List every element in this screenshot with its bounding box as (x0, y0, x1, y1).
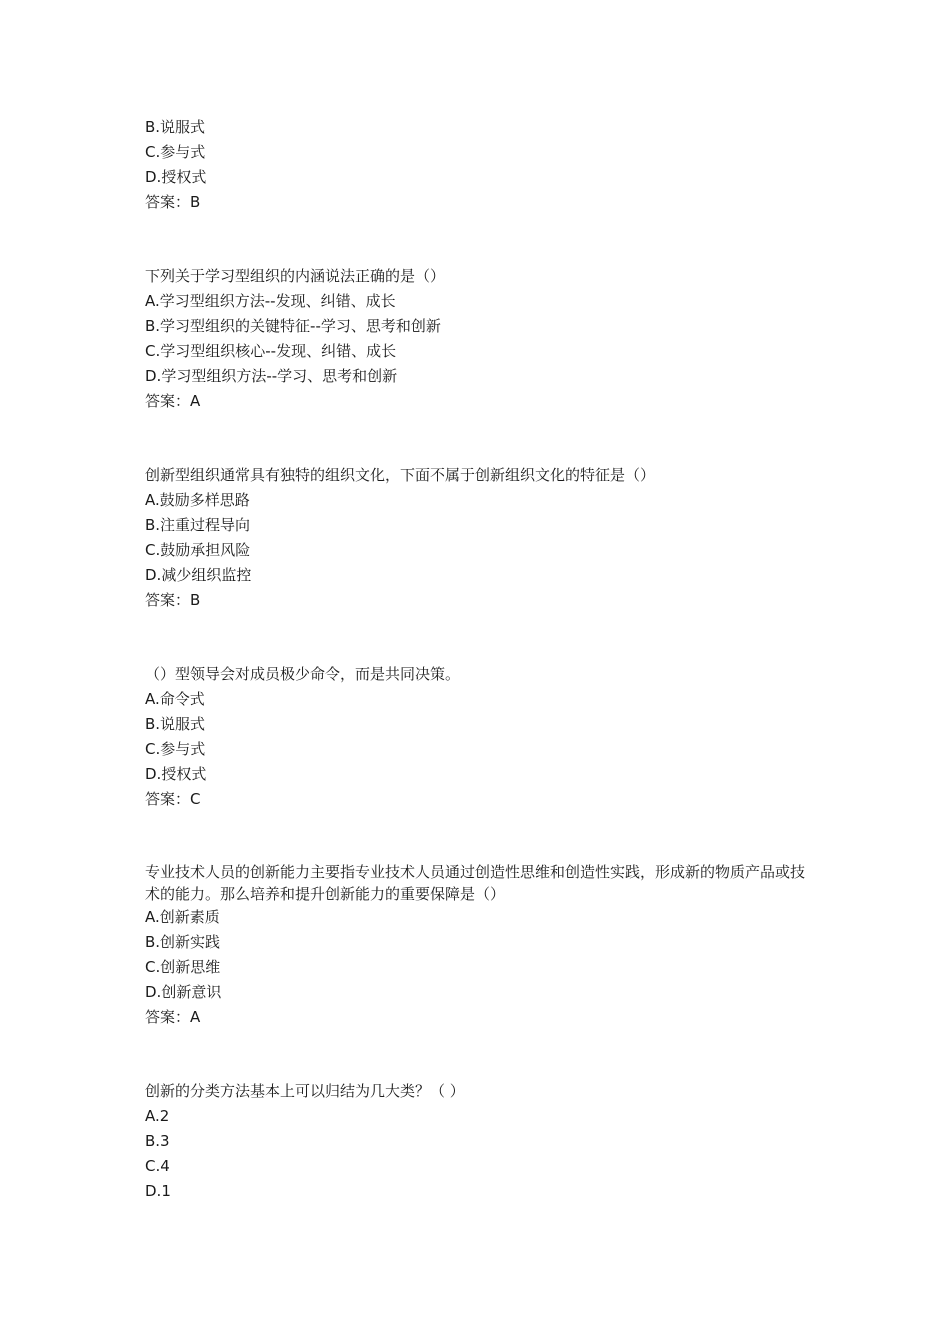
option-a: A.鼓励多样思路 (145, 491, 250, 509)
question-stem: （）型领导会对成员极少命令，而是共同决策。 (145, 665, 461, 683)
option-b: B.3 (145, 1132, 170, 1150)
option-a: A.学习型组织方法--发现、纠错、成长 (145, 292, 396, 310)
spacer (145, 414, 815, 463)
option-b: B.注重过程导向 (145, 516, 251, 534)
option-d: D.授权式 (145, 168, 207, 186)
answer: 答案：B (145, 193, 201, 211)
option-b: B.创新实践 (145, 933, 221, 951)
question-stem: 下列关于学习型组织的内涵说法正确的是（） (145, 267, 446, 285)
option-a: A.创新素质 (145, 908, 220, 926)
question-1 (145, 264, 815, 414)
option-c: C.学习型组织核心--发现、纠错、成长 (145, 342, 397, 360)
option-a: A.命令式 (145, 690, 205, 708)
option-b: B.说服式 (145, 715, 206, 733)
option-d: D.1 (145, 1182, 171, 1200)
option-d: D.学习型组织方法--学习、思考和创新 (145, 367, 398, 385)
spacer (145, 1030, 815, 1079)
question-stem: 创新型组织通常具有独特的组织文化，下面不属于创新组织文化的特征是（） (145, 466, 656, 484)
spacer (145, 613, 815, 662)
question-5 (145, 1079, 815, 1204)
question-stem: 专业技术人员的创新能力主要指专业技术人员通过创造性思维和创造性实践，形成新的物质产品或技术的能力。那么培养和提升创新能力的重要保障是（） (145, 863, 806, 903)
option-b: B.学习型组织的关键特征--学习、思考和创新 (145, 317, 441, 335)
answer: 答案：C (145, 790, 201, 808)
option-c: C.创新思维 (145, 958, 221, 976)
question-2 (145, 463, 815, 613)
option-d: D.创新意识 (145, 983, 222, 1001)
answer: 答案：A (145, 1008, 201, 1026)
answer: 答案：A (145, 392, 201, 410)
question-stem: 创新的分类方法基本上可以归结为几大类？（ ） (145, 1082, 465, 1100)
question-4 (145, 861, 815, 1030)
spacer (145, 812, 815, 861)
option-d: D.授权式 (145, 765, 207, 783)
answer: 答案：B (145, 591, 201, 609)
question-3 (145, 662, 815, 812)
spacer (145, 215, 815, 264)
option-d: D.减少组织监控 (145, 566, 252, 584)
option-c: C.参与式 (145, 143, 206, 161)
option-c: C.4 (145, 1157, 170, 1175)
document-page (145, 115, 815, 1204)
option-b: B.说服式 (145, 118, 206, 136)
option-a: A.2 (145, 1107, 170, 1125)
option-c: C.参与式 (145, 740, 206, 758)
option-c: C.鼓励承担风险 (145, 541, 251, 559)
question-partial (145, 115, 815, 215)
